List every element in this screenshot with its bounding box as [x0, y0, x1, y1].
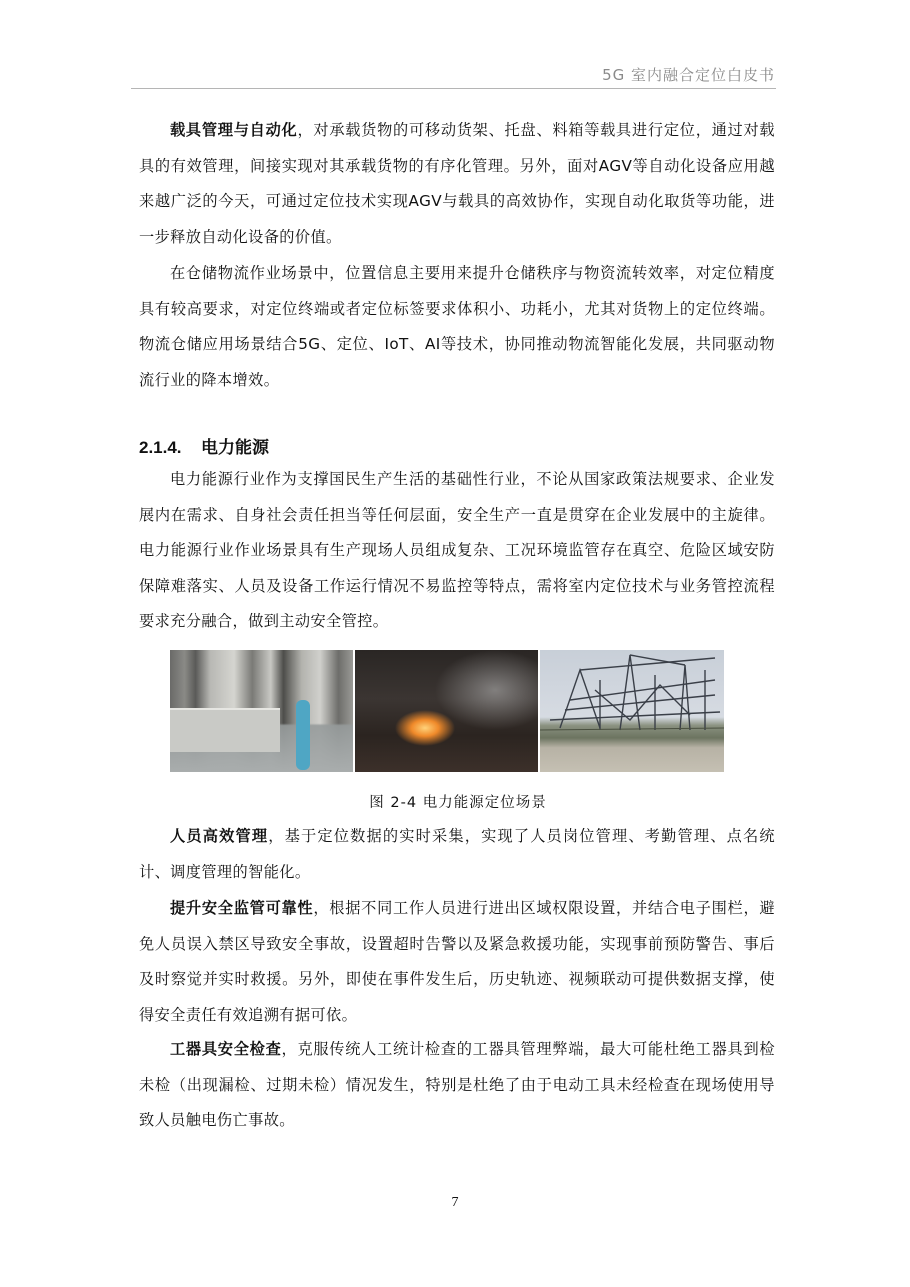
photo-furnace-fire — [355, 650, 538, 772]
paragraph-text: 电力能源行业作为支撑国民生产生活的基础性行业，不论从国家政策法规要求、企业发展内在需求、自身社会责任担当等任何层面，安全生产一直是贯穿在企业发展中的主旋律。电力能源行业作业场景具有生产现场人员组成复杂、工况环境监管存在真空、危险区域安防保障难落实、人员及设备工作运行情况不易监控等特点，需将室内定位技术与业务管控流程要求充分融合，做到主动安全管控。 — [139, 470, 775, 630]
paragraph-personnel-management — [139, 819, 775, 890]
photo-power-plant-machinery — [170, 650, 353, 772]
document-header-title: 5G 室内融合定位白皮书 — [602, 66, 775, 84]
paragraph-text: ，对承载货物的可移动货架、托盘、料箱等载具进行定位，通过对载具的有效管理，间接实现对其承载货物的有序化管理。另外，面对AGV等自动化设备应用越来越广泛的今天，可通过定位技术实现AGV与载具的高效协作，实现自动化取货等功能，进一步释放自动化设备的价值。 — [139, 121, 776, 246]
paragraph-power-energy-intro — [139, 462, 775, 640]
header-divider — [131, 88, 776, 89]
substation-lattice-graphic — [540, 650, 724, 772]
section-title: 电力能源 — [201, 438, 269, 457]
paragraph-lead: 工器具安全检查 — [170, 1040, 282, 1058]
photo-substation-towers — [540, 650, 724, 772]
figure-power-energy — [170, 650, 724, 772]
paragraph-lead: 载具管理与自动化 — [170, 121, 298, 139]
paragraph-warehouse-logistics — [139, 256, 775, 398]
paragraph-lead: 人员高效管理 — [170, 827, 269, 845]
paragraph-safety-supervision — [139, 891, 775, 1033]
paragraph-text: ，根据不同工作人员进行进出区域权限设置，并结合电子围栏，避免人员误入禁区导致安全事故，设置超时告警以及紧急救援功能，实现事前预防警告、事后及时察觉并实时救援。另外，即使在事件发生后，历史轨迹、视频联动可提供数据支撑，使得安全责任有效追溯有据可依。 — [139, 899, 775, 1024]
paragraph-text: ，克服传统人工统计检查的工器具管理弊端，最大可能杜绝工器具到检未检（出现漏检、过期未检）情况发生，特别是杜绝了由于电动工具未经检查在现场使用导致人员触电伤亡事故。 — [139, 1040, 775, 1129]
paragraph-tool-inspection — [139, 1032, 775, 1139]
section-heading — [139, 433, 269, 458]
paragraph-text: ，基于定位数据的实时采集，实现了人员岗位管理、考勤管理、点名统计、调度管理的智能化。 — [139, 827, 775, 881]
figure-caption: 图 2-4 电力能源定位场景 — [369, 795, 547, 811]
machinery-shape — [170, 708, 280, 752]
page-number: 7 — [451, 1195, 459, 1210]
paragraph-text: 在仓储物流作业场景中，位置信息主要用来提升仓储秩序与物资流转效率，对定位精度具有较高要求，对定位终端或者定位标签要求体积小、功耗小，尤其对货物上的定位终端。物流仓储应用场景结合5G、定位、IoT、AI等技术，协同推动物流智能化发展，共同驱动物流行业的降本增效。 — [139, 264, 775, 389]
section-number: 2.1.4. — [139, 438, 182, 457]
blue-pipe-shape — [296, 700, 310, 770]
paragraph-lead: 提升安全监管可靠性 — [170, 899, 314, 917]
paragraph-carrier-management — [139, 113, 775, 255]
